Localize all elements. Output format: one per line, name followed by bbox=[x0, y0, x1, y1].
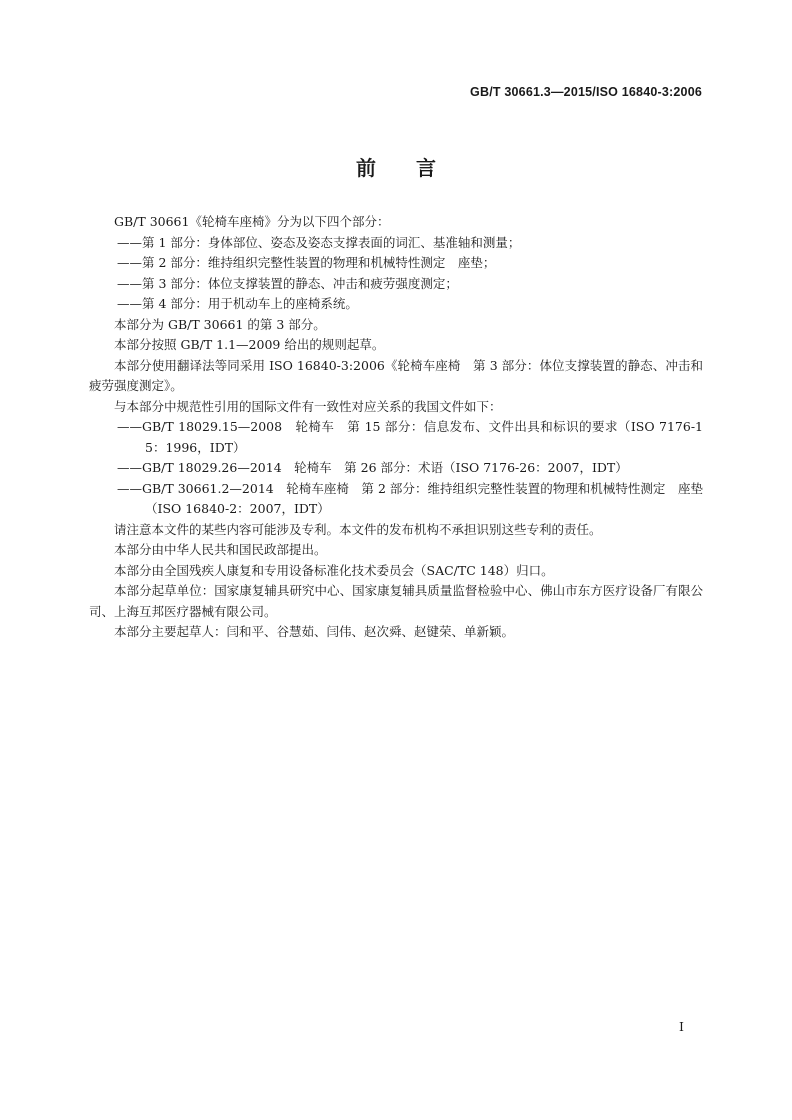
page-title-char-1: 前 bbox=[356, 156, 376, 180]
paragraph-drafters: 本部分主要起草人：闫和平、谷慧茹、闫伟、赵次舜、赵键荣、单新颖。 bbox=[114, 624, 515, 639]
list-item-reference-1: ——GB/T 18029.15—2008 轮椅车 第 15 部分：信息发布、文件出具和标识的要求（ISO 7176-15：1996，IDT） bbox=[117, 419, 703, 455]
paragraph-proposer: 本部分由中华人民共和国民政部提出。 bbox=[114, 542, 327, 557]
list-item-part-3: ——第 3 部分：体位支撑装置的静态、冲击和疲劳强度测定； bbox=[117, 275, 458, 291]
list-item-part-4: ——第 4 部分：用于机动车上的座椅系统。 bbox=[117, 296, 358, 311]
paragraph-patent-notice: 请注意本文件的某些内容可能涉及专利。本文件的发布机构不承担识别这些专利的责任。 bbox=[114, 521, 602, 537]
paragraph-adoption: 本部分使用翻译法等同采用 ISO 16840-3:2006《轮椅车座椅 第 3 部分：体位支撑装置的静态、冲击和疲劳强度测定》。 bbox=[89, 357, 703, 393]
paragraph-references-intro: 与本部分中规范性引用的国际文件有一致性对应关系的我国文件如下： bbox=[114, 398, 502, 414]
paragraph-part-statement: 本部分为 GB/T 30661 的第 3 部分。 bbox=[114, 316, 326, 332]
standard-code: GB/T 30661.3—2015/ISO 16840-3:2006 bbox=[470, 85, 702, 99]
paragraph-drafting-units: 本部分起草单位：国家康复辅具研究中心、国家康复辅具质量监督检验中心、佛山市东方医疗设备厂有限公司、上海互邦医疗器械有限公司。 bbox=[89, 583, 703, 619]
list-item-part-2: ——第 2 部分：维持组织完整性装置的物理和机械特性测定 座垫； bbox=[117, 255, 496, 270]
paragraph-technical-committee: 本部分由全国残疾人康复和专用设备标准化技术委员会（SAC/TC 148）归口。 bbox=[114, 562, 554, 578]
list-item-part-1: ——第 1 部分：身体部位、姿态及姿态支撑表面的词汇、基准轴和测量； bbox=[117, 234, 521, 250]
paragraph-drafting-rules: 本部分按照 GB/T 1.1—2009 给出的规则起草。 bbox=[114, 337, 385, 352]
foreword-body bbox=[89, 212, 703, 643]
page-title bbox=[0, 152, 792, 181]
list-item-reference-3: ——GB/T 30661.2—2014 轮椅车座椅 第 2 部分：维持组织完整性装置的物理和机械特性测定 座垫（ISO 16840-2：2007，IDT） bbox=[117, 480, 703, 516]
page-number: I bbox=[679, 1019, 684, 1034]
list-item-reference-2: ——GB/T 18029.26—2014 轮椅车 第 26 部分：术语（ISO 7176-26：2007，IDT） bbox=[117, 460, 628, 475]
page-title-char-2: 言 bbox=[416, 156, 436, 180]
paragraph-intro: GB/T 30661《轮椅车座椅》分为以下四个部分： bbox=[114, 214, 390, 229]
